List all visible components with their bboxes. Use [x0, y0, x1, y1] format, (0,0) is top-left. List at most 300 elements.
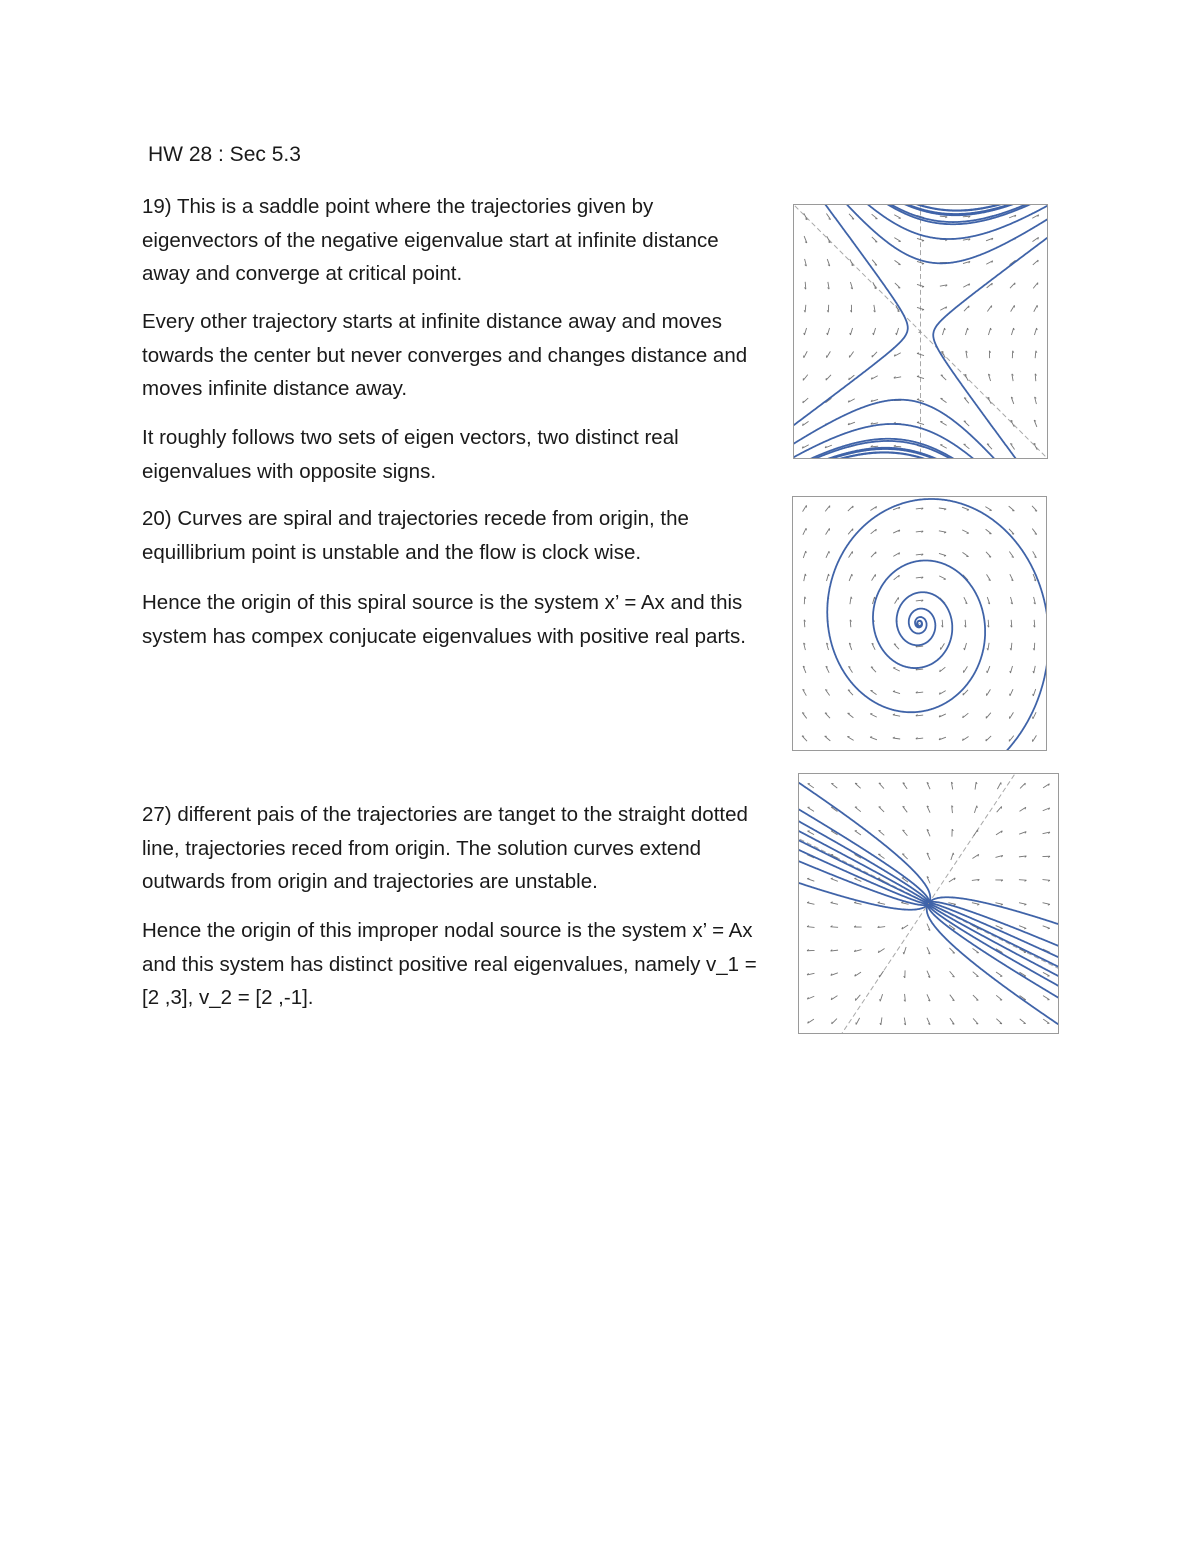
direction-arrow [974, 830, 978, 836]
direction-arrow [927, 782, 930, 789]
direction-arrow [1042, 880, 1049, 882]
direction-arrow [1009, 712, 1013, 718]
direction-arrow [847, 736, 853, 740]
direction-arrow [849, 666, 853, 672]
nodal-source-phase-portrait [798, 773, 1059, 1034]
direction-arrow [986, 552, 991, 557]
direction-arrow [963, 284, 969, 287]
direction-arrow [1011, 328, 1014, 335]
direction-arrow [952, 829, 953, 837]
direction-arrow [964, 597, 967, 604]
direction-arrow [831, 973, 838, 976]
direction-arrow [871, 376, 877, 379]
direction-arrow [872, 643, 875, 650]
direction-arrow [855, 831, 861, 835]
direction-arrow [850, 620, 851, 627]
direction-arrow [807, 949, 815, 950]
direction-arrow [1011, 420, 1014, 426]
direction-arrow [874, 305, 876, 312]
direction-arrow [848, 506, 853, 511]
direction-arrow [1033, 643, 1035, 650]
direction-arrow [988, 328, 991, 335]
direction-arrow [849, 643, 851, 650]
direction-arrow [986, 529, 992, 534]
direction-arrow [1011, 305, 1015, 311]
direction-arrow [802, 736, 807, 741]
direction-arrow [871, 552, 876, 557]
direction-arrow [972, 903, 979, 906]
direction-arrow [804, 351, 808, 357]
direction-arrow [963, 666, 967, 672]
direction-arrow [952, 806, 953, 813]
direction-arrow [849, 551, 853, 557]
direction-arrow [880, 994, 883, 1001]
direction-arrow [1010, 666, 1013, 673]
direction-arrow [831, 950, 838, 951]
direction-arrow [873, 328, 876, 335]
problem-20-paragraph-1: 20) Curves are spiral and trajectories recede from origin, the equillibrium point is unstable and the flow is clock wise. [142, 507, 689, 564]
direction-arrow [826, 213, 830, 219]
direction-arrow [996, 972, 1002, 976]
direction-arrow [894, 377, 901, 379]
direction-arrow [878, 854, 884, 858]
direction-arrow [987, 597, 989, 604]
direction-arrow [987, 643, 989, 650]
problem-20-paragraph-2: Hence the origin of this spiral source is the system x’ = Ax and this system has compex conjucate eigenvalues with positive real parts. [142, 591, 746, 648]
direction-arrow [854, 950, 861, 952]
direction-arrow [1010, 283, 1015, 288]
direction-arrow [917, 422, 924, 425]
direction-arrow [826, 643, 828, 650]
direction-arrow [803, 528, 807, 535]
direction-arrow [827, 305, 828, 312]
direction-arrow [904, 994, 905, 1001]
saddle-phase-portrait [793, 204, 1048, 459]
direction-arrow [997, 782, 1001, 789]
direction-arrow [1034, 328, 1037, 335]
direction-arrow [827, 574, 830, 581]
direction-arrow [850, 328, 853, 335]
direction-arrow [870, 737, 877, 740]
direction-arrow [987, 620, 988, 627]
direction-arrow [894, 644, 899, 649]
direction-arrow [939, 576, 946, 580]
direction-arrow [939, 714, 946, 717]
direction-arrow [1019, 880, 1027, 882]
direction-arrow [804, 620, 805, 627]
direction-arrow [804, 643, 806, 650]
direction-arrow [995, 880, 1003, 881]
direction-arrow [962, 507, 969, 510]
direction-arrow [808, 807, 814, 811]
direction-arrow [996, 995, 1002, 1000]
direction-arrow [807, 902, 814, 905]
direction-arrow [1010, 643, 1012, 650]
direction-arrow [1043, 996, 1049, 1000]
direction-arrow [893, 668, 900, 672]
direction-arrow [940, 216, 947, 218]
direction-arrow [916, 692, 923, 693]
direction-arrow [893, 714, 900, 716]
direction-arrow [987, 666, 990, 673]
direction-arrow [941, 375, 946, 380]
trajectory-curve [799, 837, 928, 903]
direction-arrow [871, 399, 878, 401]
direction-arrow [940, 398, 946, 402]
direction-arrow [1009, 736, 1014, 742]
direction-arrow [1020, 783, 1025, 788]
direction-arrow [878, 926, 885, 927]
direction-arrow [1034, 420, 1037, 427]
direction-arrow [870, 690, 876, 694]
direction-arrow [1043, 784, 1049, 788]
direction-arrow [1012, 374, 1014, 381]
direction-arrow [1035, 397, 1037, 404]
direction-arrow [916, 531, 923, 532]
direction-arrow [855, 783, 861, 788]
direction-arrow [873, 282, 876, 288]
direction-arrow [964, 306, 969, 311]
direction-arrow [988, 374, 990, 381]
direction-arrow [940, 307, 946, 310]
direction-arrow [1033, 283, 1038, 289]
direction-arrow [825, 736, 831, 741]
direction-arrow [1035, 351, 1037, 358]
direction-arrow [855, 972, 861, 976]
direction-arrow [939, 508, 946, 510]
direction-arrow [807, 831, 814, 835]
problem-19-paragraph-1: 19) This is a saddle point where the trajectories given by eigenvectors of the negative eigenvalue start at infinite distance away and converge at critical point. [142, 195, 719, 285]
direction-arrow [972, 854, 978, 858]
direction-arrow [855, 995, 860, 1001]
problem-27-paragraph-2: Hence the origin of this improper nodal source is the system x’ = Ax and this system has distinct positive real eigenvalues, namely v_1 = [2 ,3], v_2 = [2 ,-1]. [142, 919, 757, 1009]
direction-arrow [828, 282, 830, 289]
direction-arrow [831, 926, 839, 928]
direction-arrow [1043, 926, 1050, 929]
direction-arrow [1043, 972, 1050, 976]
direction-arrow [807, 996, 814, 999]
direction-arrow [1020, 1019, 1026, 1024]
direction-arrow [872, 237, 877, 242]
direction-arrow [807, 926, 814, 928]
direction-arrow [856, 1018, 860, 1025]
direction-arrow [871, 423, 878, 425]
direction-arrow [848, 529, 853, 535]
direction-arrow [826, 351, 830, 357]
direction-arrow [808, 1019, 814, 1023]
direction-arrow [989, 351, 990, 358]
direction-arrow [831, 996, 837, 1000]
trajectory-curve [929, 904, 1058, 970]
direction-arrow [962, 530, 969, 534]
direction-arrow [1009, 529, 1014, 534]
direction-arrow [964, 398, 969, 404]
direction-arrow [825, 445, 832, 448]
direction-arrow [1009, 552, 1013, 558]
direction-arrow [1033, 666, 1035, 673]
direction-arrow [997, 806, 1002, 812]
direction-arrow [1019, 903, 1026, 906]
trajectory-curve [929, 903, 1058, 960]
direction-arrow [987, 444, 992, 449]
direction-arrow [872, 352, 877, 357]
direction-arrow [848, 690, 853, 695]
direction-arrow [870, 506, 876, 510]
direction-arrow [1020, 807, 1026, 811]
direction-arrow [1033, 551, 1037, 557]
direction-arrow [964, 643, 967, 650]
direction-arrow [1009, 506, 1015, 511]
direction-arrow [895, 283, 900, 288]
direction-arrow [826, 551, 829, 558]
direction-arrow [1033, 260, 1038, 265]
direction-arrow [850, 282, 852, 289]
direction-arrow [963, 216, 970, 217]
direction-arrow [1033, 712, 1037, 719]
direction-arrow [927, 1018, 930, 1025]
direction-arrow [825, 690, 829, 696]
direction-arrow [878, 902, 885, 905]
direction-arrow [849, 351, 853, 357]
direction-arrow [1035, 374, 1036, 381]
direction-arrow [1010, 620, 1011, 627]
direction-arrow [964, 444, 970, 449]
direction-arrow [927, 947, 930, 954]
direction-arrow [896, 328, 899, 335]
direction-arrow [807, 973, 814, 975]
direction-arrow [804, 574, 806, 581]
direction-arrow [1032, 735, 1036, 741]
direction-arrow [986, 238, 993, 241]
direction-arrow [895, 597, 899, 603]
direction-arrow [831, 878, 838, 881]
direction-arrow [871, 529, 877, 534]
direction-arrow [951, 782, 953, 789]
trajectory-curve [799, 847, 928, 904]
direction-arrow [916, 554, 923, 555]
direction-arrow [880, 1017, 882, 1024]
direction-arrow [804, 213, 807, 219]
direction-arrow [894, 445, 901, 447]
direction-arrow [941, 620, 942, 627]
direction-arrow [927, 806, 930, 813]
direction-arrow [950, 971, 955, 977]
direction-arrow [825, 713, 830, 718]
direction-arrow [854, 926, 862, 927]
direction-arrow [893, 737, 900, 739]
direction-arrow [1034, 443, 1037, 449]
spiral-phase-portrait [792, 496, 1047, 751]
direction-arrow [996, 1019, 1002, 1024]
direction-arrow [939, 531, 946, 533]
direction-arrow [986, 689, 990, 695]
direction-arrow [849, 214, 854, 219]
direction-arrow [893, 507, 900, 510]
direction-arrow [832, 1019, 837, 1024]
direction-arrow [940, 643, 944, 649]
direction-arrow [803, 505, 807, 511]
direction-arrow [1043, 1019, 1049, 1023]
direction-arrow [1033, 689, 1036, 696]
direction-arrow [927, 924, 930, 931]
direction-arrow [1010, 597, 1012, 604]
direction-arrow [903, 830, 908, 836]
direction-arrow [804, 597, 806, 604]
direction-arrow [966, 351, 968, 358]
direction-arrow [939, 553, 946, 556]
direction-arrow [963, 239, 970, 241]
direction-arrow [963, 690, 968, 695]
page-title: HW 28 : Sec 5.3 [148, 143, 301, 166]
direction-arrow [916, 600, 923, 601]
trajectory-curve [933, 233, 1047, 458]
direction-arrow [855, 807, 861, 812]
direction-arrow [827, 259, 830, 266]
direction-arrow [940, 421, 946, 425]
direction-arrow [850, 597, 852, 604]
direction-arrow [1010, 443, 1014, 449]
direction-arrow [1043, 832, 1050, 834]
direction-arrow [987, 305, 991, 311]
direction-arrow [1032, 506, 1037, 511]
direction-arrow [916, 508, 923, 509]
direction-arrow [848, 399, 854, 402]
direction-arrow [831, 902, 838, 905]
direction-arrow [803, 689, 807, 695]
direction-arrow [988, 397, 991, 403]
direction-arrow [963, 261, 970, 263]
direction-arrow [903, 783, 907, 789]
direction-arrow [1034, 305, 1038, 311]
direction-arrow [963, 713, 969, 718]
direction-arrow [950, 995, 955, 1001]
direction-arrow [879, 807, 884, 812]
direction-arrow [985, 507, 991, 511]
direction-arrow [927, 829, 930, 836]
direction-arrow [962, 736, 968, 740]
direction-arrow [878, 949, 884, 953]
direction-arrow [987, 574, 991, 580]
direction-arrow [893, 530, 900, 533]
problem-19-paragraph-3: It roughly follows two sets of eigen vectors, two distinct real eigenvalues with opposite signs. [142, 426, 679, 483]
direction-arrow [804, 236, 807, 243]
direction-arrow [974, 806, 977, 813]
direction-arrow [1033, 620, 1034, 627]
direction-arrow [1032, 529, 1036, 535]
direction-arrow [1011, 397, 1014, 404]
direction-arrow [996, 855, 1003, 857]
direction-arrow [850, 259, 853, 265]
direction-arrow [951, 853, 954, 860]
direction-arrow [927, 877, 930, 884]
direction-arrow [916, 577, 923, 578]
direction-arrow [879, 830, 885, 835]
direction-arrow [849, 574, 852, 581]
direction-arrow [804, 328, 807, 335]
direction-arrow [973, 1018, 978, 1024]
direction-arrow [871, 445, 878, 446]
direction-arrow [927, 994, 930, 1001]
direction-arrow [996, 831, 1002, 835]
direction-arrow [803, 551, 806, 558]
trajectory-curve [794, 205, 908, 430]
direction-arrow [916, 738, 923, 739]
direction-arrow [1043, 903, 1050, 906]
direction-arrow [949, 948, 954, 953]
direction-arrow [939, 737, 946, 740]
direction-arrow [802, 445, 808, 448]
direction-arrow [1019, 926, 1026, 929]
direction-arrow [940, 285, 947, 287]
direction-arrow [962, 552, 968, 556]
direction-arrow [826, 375, 831, 380]
direction-arrow [872, 574, 876, 580]
direction-arrow [903, 806, 908, 812]
direction-arrow [927, 971, 930, 978]
direction-arrow [827, 328, 830, 335]
direction-arrow [872, 214, 878, 219]
direction-arrow [1010, 689, 1013, 696]
direction-arrow [893, 691, 900, 694]
direction-arrow [973, 995, 978, 1000]
direction-arrow [802, 421, 808, 425]
direction-arrow [871, 667, 876, 672]
direction-arrow [927, 853, 930, 860]
direction-arrow [803, 398, 808, 403]
direction-arrow [1034, 597, 1036, 604]
direction-arrow [848, 422, 855, 425]
direction-arrow [831, 783, 837, 788]
direction-arrow [1019, 832, 1026, 835]
direction-arrow [807, 878, 814, 881]
direction-arrow [826, 528, 830, 534]
direction-arrow [986, 736, 991, 741]
direction-arrow [1042, 856, 1050, 857]
direction-arrow [964, 421, 969, 426]
direction-arrow [903, 947, 906, 954]
direction-arrow [940, 667, 946, 672]
direction-arrow [804, 282, 805, 289]
direction-arrow [1032, 215, 1038, 218]
direction-arrow [805, 259, 807, 266]
direction-arrow [894, 238, 900, 242]
direction-arrow [904, 970, 905, 978]
direction-arrow [803, 666, 806, 673]
direction-arrow [1009, 215, 1016, 218]
direction-arrow [848, 713, 854, 718]
direction-arrow [803, 375, 808, 381]
direction-arrow [942, 328, 945, 335]
direction-arrow [904, 1018, 906, 1025]
direction-arrow [1010, 574, 1013, 581]
direction-arrow [965, 328, 968, 335]
direction-arrow [825, 506, 830, 512]
direction-arrow [940, 445, 946, 449]
direction-arrow [870, 714, 877, 718]
direction-arrow [1012, 351, 1013, 358]
direction-arrow [850, 305, 851, 312]
direction-arrow [827, 236, 830, 242]
direction-arrow [1043, 808, 1050, 811]
direction-arrow [802, 713, 806, 719]
direction-arrow [939, 691, 945, 695]
direction-arrow [1032, 237, 1038, 241]
direction-arrow [902, 854, 907, 859]
direction-arrow [973, 972, 979, 977]
direction-arrow [972, 879, 979, 880]
direction-arrow [986, 713, 991, 719]
direction-arrow [1019, 856, 1026, 857]
